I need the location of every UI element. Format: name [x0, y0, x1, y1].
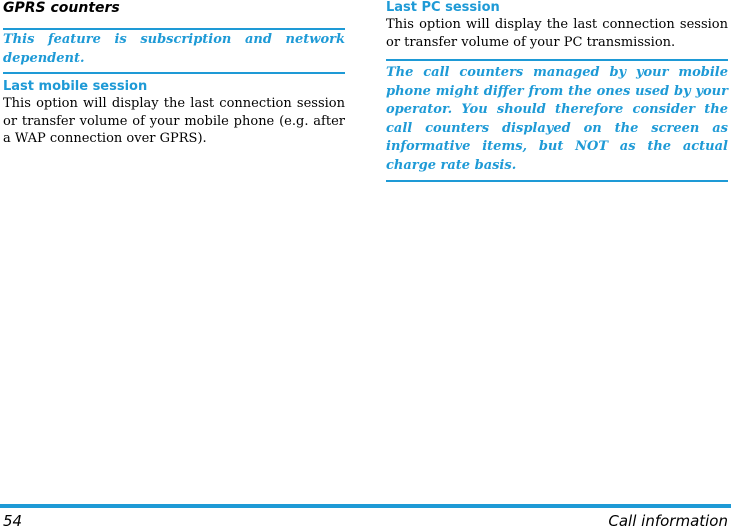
subscription-note: This feature is subscription and network dependent. [3, 28, 345, 74]
last-pc-session-heading: Last PC session [386, 0, 500, 15]
last-mobile-session-text: This option will display the last connection session or transfer volume of your mobile phone (e.g. after a WAP connection over GPRS). [3, 96, 345, 146]
left-column [3, 0, 345, 148]
last-pc-session-text: This option will display the last connection session or transfer volume of your PC transmission. [386, 17, 728, 50]
section-title: GPRS counters [3, 0, 120, 16]
call-counters-note: The call counters managed by your mobile phone might differ from the ones used by your operator. You should therefore consider the call counters displayed on the screen as informative items, but NOT as the actual charge rate basis. [386, 59, 728, 182]
footer-rule [0, 504, 731, 508]
last-mobile-session-heading: Last mobile session [3, 79, 148, 94]
running-title: Call information [608, 512, 728, 530]
right-column [386, 0, 728, 182]
page-number: 54 [3, 512, 23, 530]
